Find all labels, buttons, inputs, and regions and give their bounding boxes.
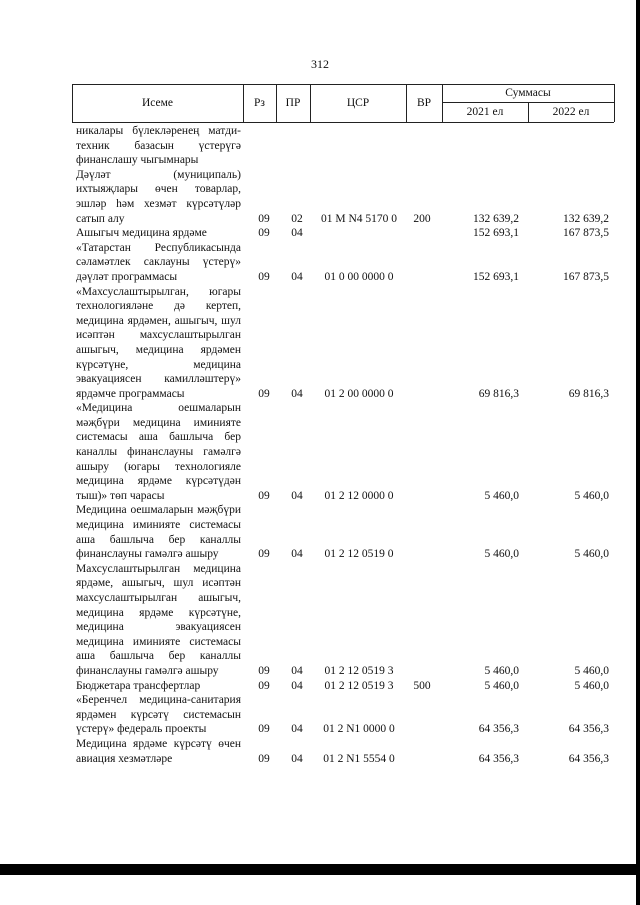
row-sum-2022: 132 639,2	[563, 212, 609, 225]
row-name: «Беренчел медицина-санитария ярдәмен күрсәтү системасын үстерү» федераль проекты	[76, 694, 241, 736]
col-border	[614, 84, 615, 122]
row-rz: 09	[258, 212, 270, 225]
row-rz: 09	[258, 270, 270, 283]
row-sum-2021: 152 693,1	[473, 270, 519, 283]
scan-bottom-edge	[0, 864, 640, 875]
row-csr: 01 2 12 0000 0	[324, 489, 394, 502]
header-year-2022: 2022 ел	[552, 106, 590, 118]
row-sum-2022: 5 460,0	[574, 489, 609, 502]
row-name: никалары бүлекләренең матди-техник базасын үстерүгә финанслашу чыгымнары	[76, 125, 241, 167]
row-sum-2021: 5 460,0	[484, 548, 519, 561]
table-row	[76, 737, 618, 766]
row-rz: 09	[258, 752, 270, 765]
table-row	[76, 241, 618, 285]
row-pr: 04	[291, 387, 303, 400]
row-name: «Медицина оешмаларын мәҗбүри медицина иминияте системасы аша башлыча бер каналлы финанслауны гамәлгә ашыру (югары технологияле медицина ярдәме күрсәтүдән тыш)» төп чарасы	[76, 402, 241, 502]
scan-right-edge	[636, 0, 640, 905]
row-name: Дәүләт (муниципаль) ихтыяҗлары өчен товарлар, эшләр һәм хезмәт күрсәтүләр сатып алу	[76, 168, 241, 225]
row-sum-2021: 64 356,3	[478, 723, 519, 736]
row-rz: 09	[258, 664, 270, 677]
row-sum-2022: 64 356,3	[568, 723, 609, 736]
row-sum-2021: 69 816,3	[478, 387, 519, 400]
row-pr: 02	[291, 212, 303, 225]
row-rz: 09	[258, 723, 270, 736]
table-row	[76, 679, 618, 694]
row-name: Махсуслаштырылган медицина ярдәме, ашыгыч, шул исәптән махсуслаштырылган ашыгыч, медицина ярдәме күрсәтүне, медицина эвакуациясен медицина иминияте системасы аша башлыча бер каналлы финанслауны гамәлгә ашыру	[76, 562, 241, 677]
table-row	[76, 693, 618, 737]
table-row	[76, 124, 618, 168]
row-pr: 04	[291, 752, 303, 765]
row-pr: 04	[291, 679, 303, 692]
table-header	[72, 84, 614, 122]
row-sum-2021: 132 639,2	[473, 212, 519, 225]
row-name: Бюджетара трансфертлар	[76, 679, 201, 692]
table-row	[76, 562, 618, 679]
table-body	[76, 124, 618, 766]
row-csr: 01 2 N1 0000 0	[323, 723, 395, 736]
header-bottom-border	[72, 122, 614, 123]
row-sum-2022: 167 873,5	[563, 270, 609, 283]
row-pr: 04	[291, 489, 303, 502]
table-row	[76, 168, 618, 226]
row-vr: 500	[413, 679, 431, 692]
row-pr: 04	[291, 270, 303, 283]
row-name: Ашыгыч медицина ярдәме	[76, 227, 207, 240]
row-csr: 01 2 12 0519 3	[324, 664, 394, 677]
header-rz: Рз	[254, 97, 265, 109]
row-sum-2021: 152 693,1	[473, 227, 519, 240]
row-pr: 04	[291, 548, 303, 561]
row-pr: 04	[291, 664, 303, 677]
row-csr: 01 2 00 0000 0	[324, 387, 394, 400]
row-sum-2022: 167 873,5	[563, 227, 609, 240]
row-sum-2021: 5 460,0	[484, 489, 519, 502]
header-csr: ЦСР	[346, 97, 370, 109]
row-sum-2022: 5 460,0	[574, 548, 609, 561]
header-year-2021: 2021 ел	[466, 106, 504, 118]
row-sum-2022: 5 460,0	[574, 679, 609, 692]
row-sum-2022: 64 356,3	[568, 752, 609, 765]
row-sum-2021: 64 356,3	[478, 752, 519, 765]
row-csr: 01 М N4 5170 0	[320, 212, 398, 225]
row-rz: 09	[258, 679, 270, 692]
table-row	[76, 285, 618, 402]
header-pr: ПР	[285, 97, 301, 109]
header-vr: ВР	[416, 97, 432, 109]
row-rz: 09	[258, 489, 270, 502]
row-sum-2021: 5 460,0	[484, 664, 519, 677]
row-vr: 200	[413, 212, 431, 225]
row-csr: 01 2 N1 5554 0	[323, 752, 395, 765]
header-sums: Суммасы	[505, 87, 551, 99]
row-rz: 09	[258, 387, 270, 400]
table-row	[76, 503, 618, 561]
page-number: 312	[311, 57, 329, 71]
row-rz: 09	[258, 548, 270, 561]
row-sum-2022: 5 460,0	[574, 664, 609, 677]
row-sum-2021: 5 460,0	[484, 679, 519, 692]
table-row	[76, 226, 618, 241]
row-name: «Татарстан Республикасында сәламәтлек саклауны үстерү» дәүләт программасы	[76, 241, 241, 283]
row-pr: 04	[291, 227, 303, 240]
row-rz: 09	[258, 227, 270, 240]
row-pr: 04	[291, 723, 303, 736]
row-csr: 01 2 12 0519 0	[324, 548, 394, 561]
row-csr: 01 0 00 0000 0	[324, 270, 394, 283]
header-name: Исеме	[141, 97, 174, 109]
row-name: Медицина ярдәме күрсәтү өчен авиация хезмәтләре	[76, 737, 241, 765]
row-name: Медицина оешмаларын мәҗбүри медицина иминияте системасы аша башлыча бер каналлы финанслауны гамәлгә ашыру	[76, 504, 241, 561]
row-name: «Махсуслаштырылган, югары технологияләне дә кертеп, медицина ярдәмен, ашыгыч, шул исәптән махсуслаштырылган ашыгыч, медицина ярдәмен күрсәтүне, медицина эвакуациясен камилләштерү» ярдәмче программасы	[76, 285, 241, 400]
table-row	[76, 401, 618, 503]
row-sum-2022: 69 816,3	[568, 387, 609, 400]
row-csr: 01 2 12 0519 3	[324, 679, 394, 692]
